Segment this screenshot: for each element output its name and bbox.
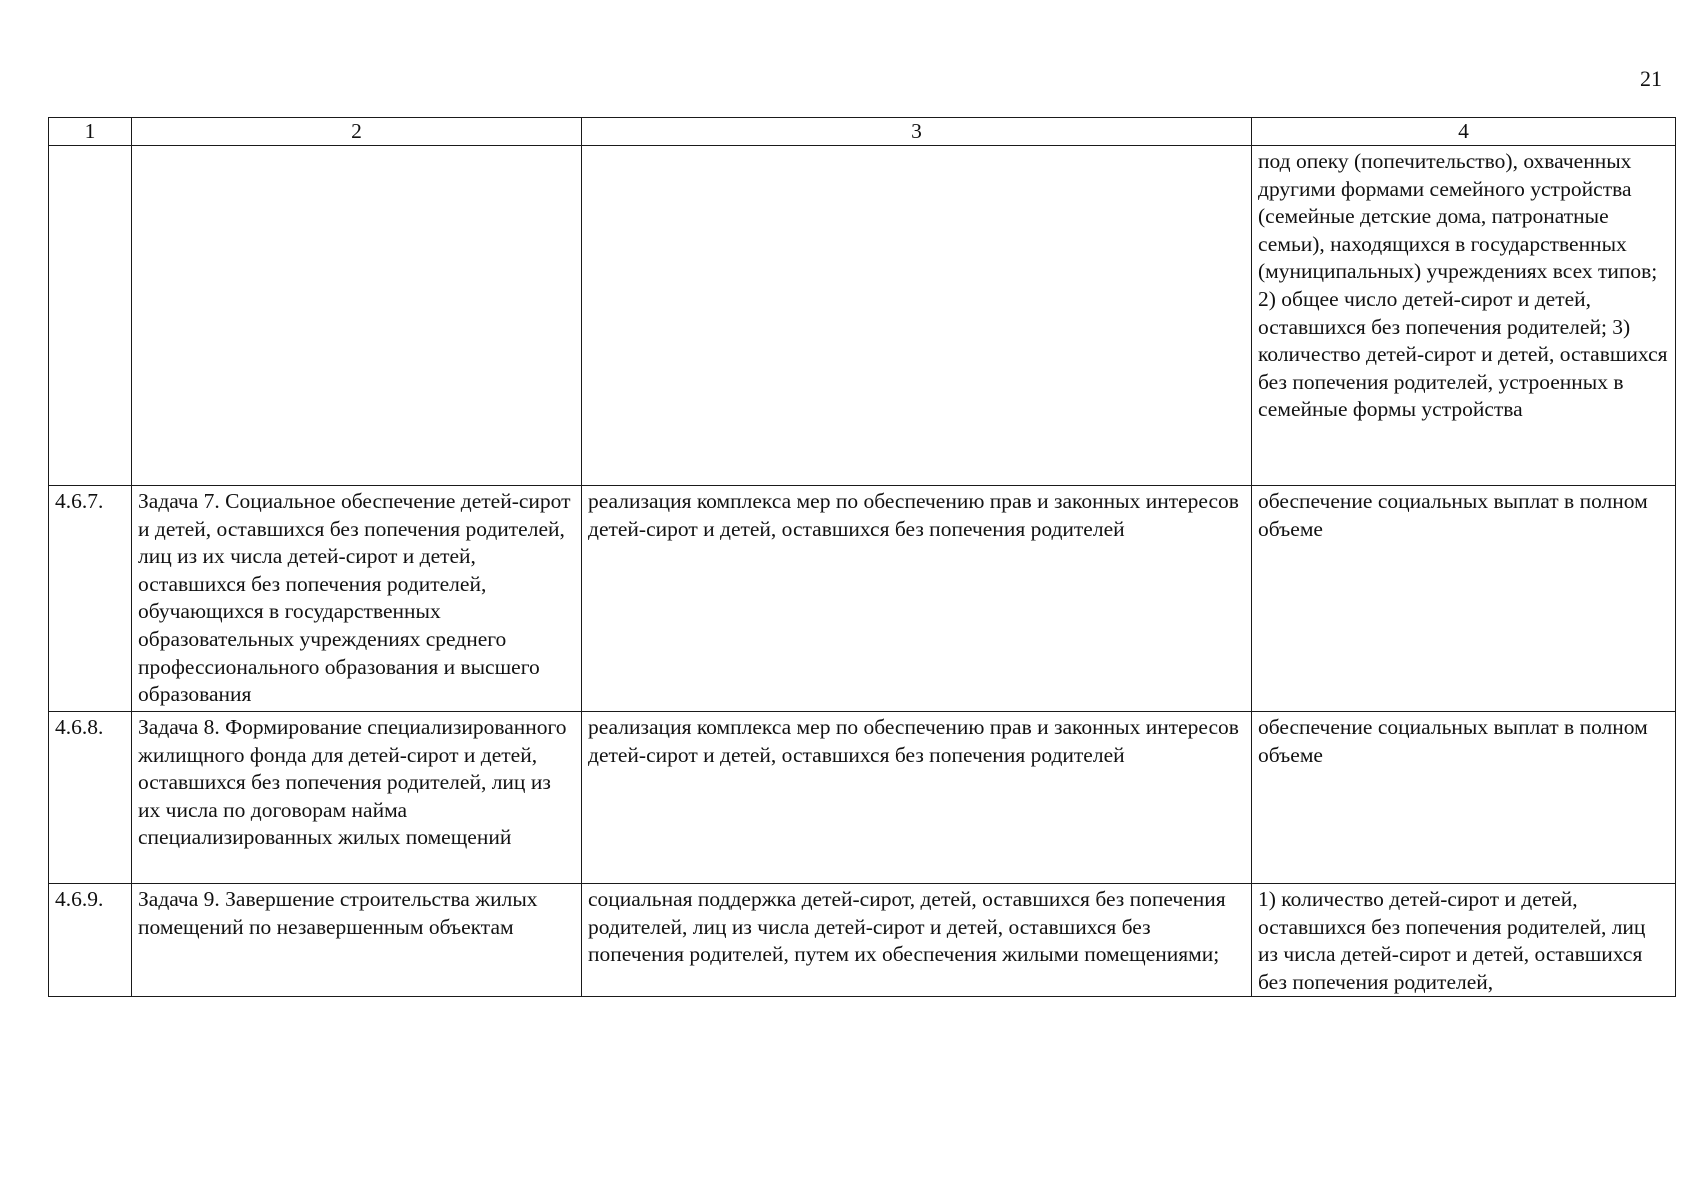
table-row bbox=[49, 884, 1676, 997]
indicator-cell: 1) количество детей-сирот и детей, оставшихся без попечения родителей, лиц из числа детей-сирот и детей, оставшихся без попечения родителей, bbox=[1252, 884, 1676, 997]
table-header-row bbox=[49, 118, 1676, 146]
column-header-4: 4 bbox=[1252, 118, 1676, 146]
task-cell: Задача 8. Формирование специализированного жилищного фонда для детей-сирот и детей, оставшихся без попечения родителей, лиц из их числа по договорам найма специализированных жилых помещений bbox=[132, 712, 582, 884]
measure-cell: реализация комплекса мер по обеспечению прав и законных интересов детей-сирот и детей, оставшихся без попечения родителей bbox=[582, 486, 1252, 712]
row-number: 4.6.9. bbox=[49, 884, 132, 997]
column-header-1: 1 bbox=[49, 118, 132, 146]
measure-cell: реализация комплекса мер по обеспечению прав и законных интересов детей-сирот и детей, оставшихся без попечения родителей bbox=[582, 712, 1252, 884]
indicator-cell: обеспечение социальных выплат в полном объеме bbox=[1252, 486, 1676, 712]
program-table bbox=[48, 117, 1676, 997]
row-number: 4.6.8. bbox=[49, 712, 132, 884]
cell-task-empty bbox=[132, 146, 582, 486]
cell-measure-empty bbox=[582, 146, 1252, 486]
column-header-3: 3 bbox=[582, 118, 1252, 146]
column-header-2: 2 bbox=[132, 118, 582, 146]
table-row-continuation bbox=[49, 146, 1676, 486]
indicator-cell: обеспечение социальных выплат в полном объеме bbox=[1252, 712, 1676, 884]
measure-cell: социальная поддержка детей-сирот, детей, оставшихся без попечения родителей, лиц из числа детей-сирот и детей, оставшихся без попечения родителей, путем их обеспечения жилыми помещениями; bbox=[582, 884, 1252, 997]
task-cell: Задача 9. Завершение строительства жилых помещений по незавершенным объектам bbox=[132, 884, 582, 997]
cell-num-empty bbox=[49, 146, 132, 486]
table-row bbox=[49, 712, 1676, 884]
task-cell: Задача 7. Социальное обеспечение детей-сирот и детей, оставшихся без попечения родителей, лиц из их числа детей-сирот и детей, оставшихся без попечения родителей, обучающихся в государственных образовательных учреждениях среднего профессионального образования и высшего образования bbox=[132, 486, 582, 712]
table-row bbox=[49, 486, 1676, 712]
cell-indicator-continued: под опеку (попечительство), охваченных другими формами семейного устройства (семейные детские дома, патронатные семьи), находящихся в государственных (муниципальных) учреждениях всех типов; 2) общее число детей-сирот и детей, оставшихся без попечения родителей; 3) количество детей-сирот и детей, оставшихся без попечения родителей, устроенных в семейные формы устройства bbox=[1252, 146, 1676, 486]
page-number: 21 bbox=[1640, 66, 1662, 91]
row-number: 4.6.7. bbox=[49, 486, 132, 712]
